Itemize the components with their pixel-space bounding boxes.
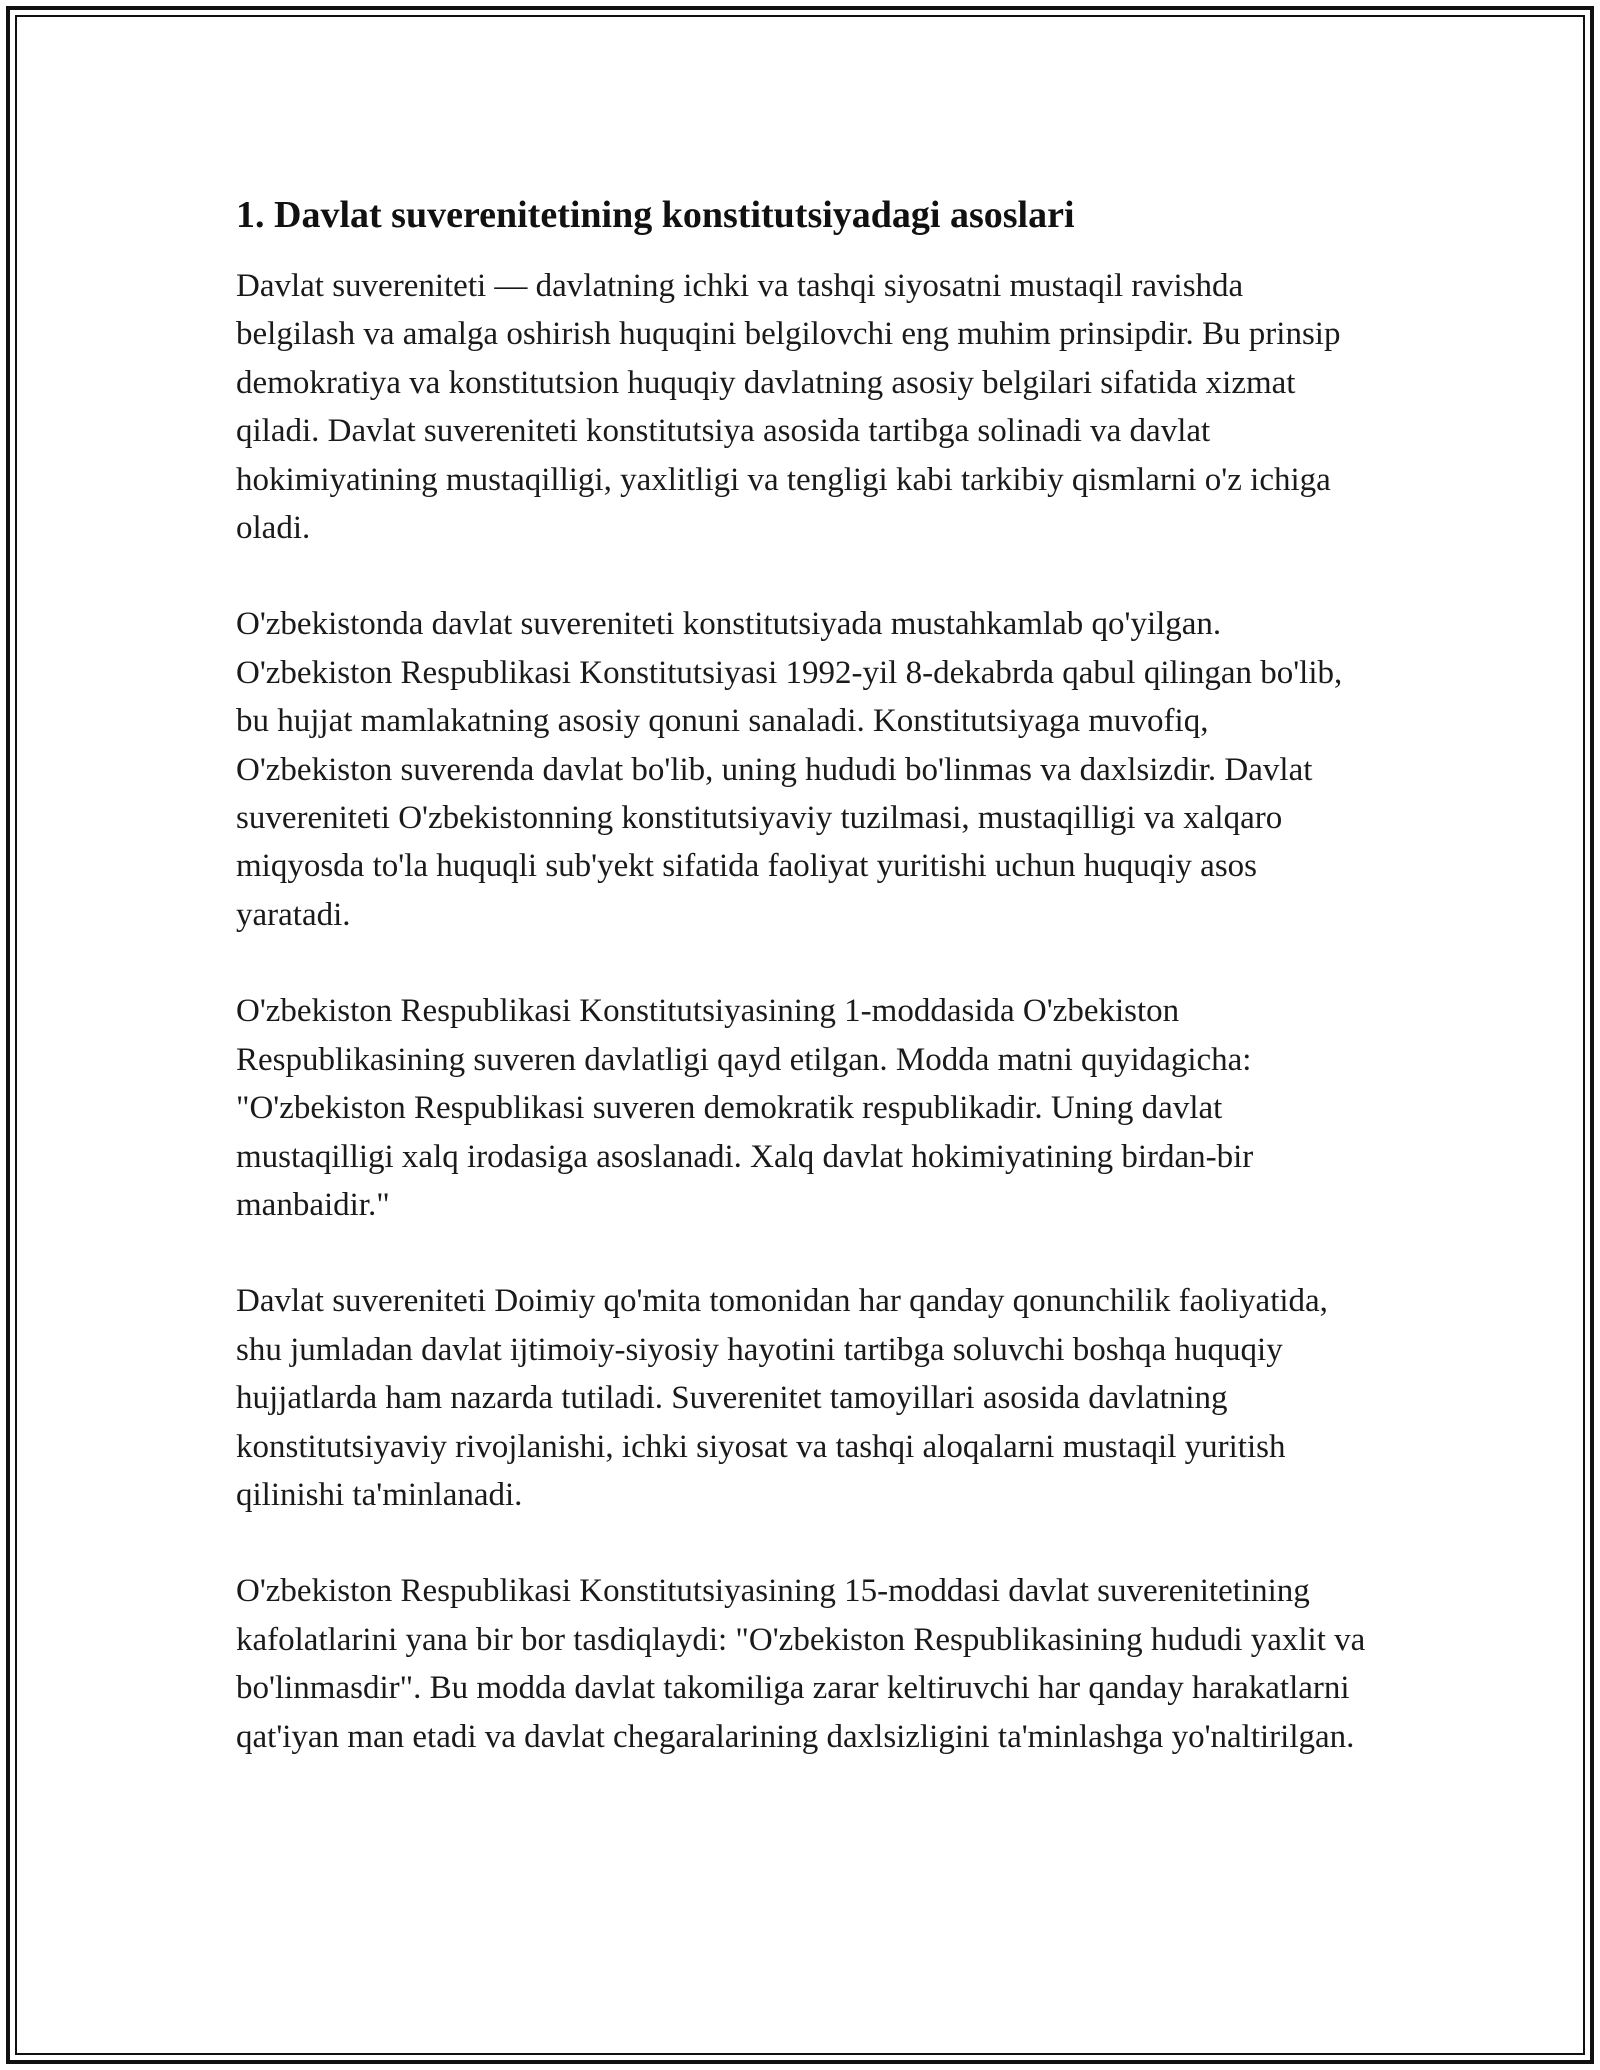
- document-body: [236, 188, 1366, 1809]
- paragraph-1: Davlat suvereniteti — davlatning ichki va tashqi siyosatni mustaqil ravishda belgilash va amalga oshirish huquqini belgilovchi eng muhim prinsipdir. Bu prinsip demokratiya va konstitutsion huquqiy davlatning asosiy belgilari sifatida xizmat qiladi. Davlat suvereniteti konstitutsiya asosida tartibga solinadi va davlat hokimiyatining mustaqilligi, yaxlitligi va tengligi kabi tarkibiy qismlarni o'z ichiga oladi.: [236, 268, 1341, 547]
- paragraph-4: Davlat suvereniteti Doimiy qo'mita tomonidan har qanday qonunchilik faoliyatida, shu jumladan davlat ijtimoiy-siyosiy hayotini tartibga soluvchi boshqa huquqiy hujjatlarda ham nazarda tutiladi. Suverenitet tamoyillari asosida davlatning konstitutsiyaviy rivojlanishi, ichki siyosat va tashqi aloqalarni mustaqil yuritish qilinishi ta'minlanadi.: [236, 1283, 1328, 1513]
- paragraph-3: O'zbekiston Respublikasi Konstitutsiyasining 1-moddasida O'zbekiston Respublikasining suveren davlatligi qayd etilgan. Modda matni quyidagicha: "O'zbekiston Respublikasi suveren demokratik respublikadir. Uning davlat mustaqilligi xalq irodasiga asoslanadi. Xalq davlat hokimiyatining birdan-bir manbaidir.": [236, 993, 1254, 1223]
- paragraph-2: O'zbekistonda davlat suvereniteti konstitutsiyada mustahkamlab qo'yilgan. O'zbekiston Respublikasi Konstitutsiyasi 1992-yil 8-dekabrda qabul qilingan bo'lib, bu hujjat mamlakatning asosiy qonuni sanaladi. Konstitutsiyaga muvofiq, O'zbekiston suverenda davlat bo'lib, uning hududi bo'linmas va daxlsizdir. Davlat suvereniteti O'zbekistonning konstitutsiyaviy tuzilmasi, mustaqilligi va xalqaro miqyosda to'la huquqli sub'yekt sifatida faoliyat yuritishi uchun huquqiy asos yaratadi.: [236, 606, 1343, 933]
- paragraph-5: O'zbekiston Respublikasi Konstitutsiyasining 15-moddasi davlat suverenitetining kafolatlarini yana bir bor tasdiqlaydi: "O'zbekiston Respublikasining hududi yaxlit va bo'linmasdir". Bu modda davlat takomiliga zarar keltiruvchi har qanday harakatlarni qat'iyan man etadi va davlat chegaralarining daxlsizligini ta'minlashga yo'naltirilgan.: [236, 1573, 1366, 1755]
- section-heading: 1. Davlat suverenitetining konstitutsiyadagi asoslari: [236, 194, 1075, 236]
